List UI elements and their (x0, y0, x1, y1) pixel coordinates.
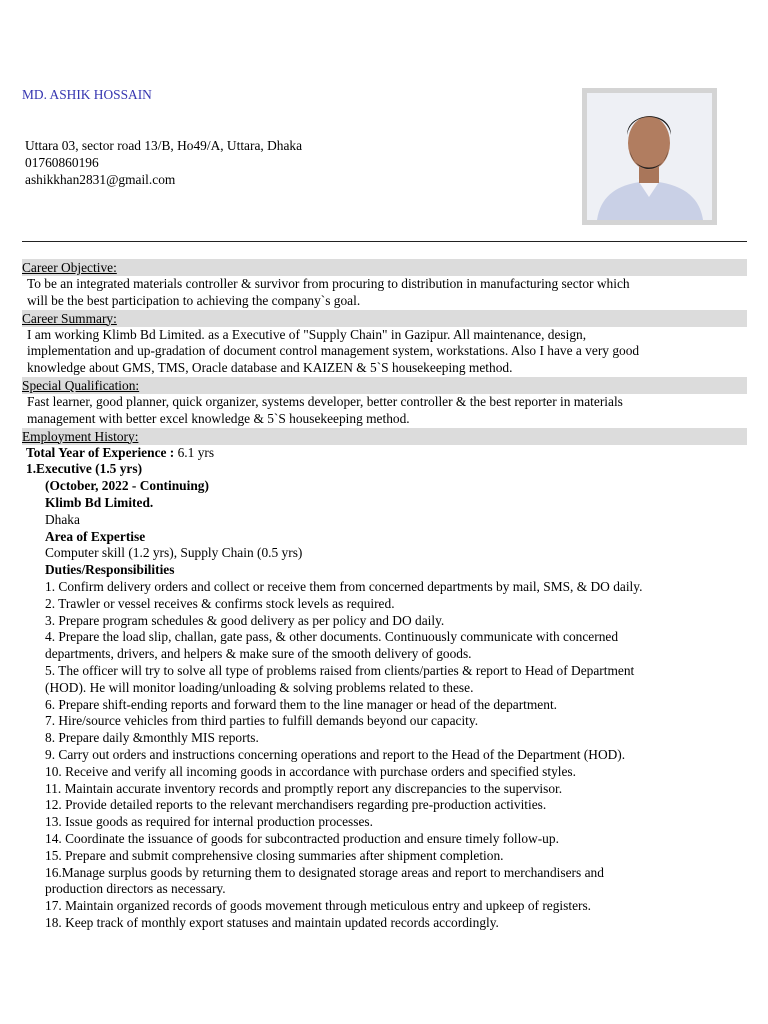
career-objective-heading: Career Objective: (22, 259, 747, 276)
candidate-name: MD. ASHIK HOSSAIN (22, 87, 152, 102)
career-objective-text (22, 276, 747, 310)
job-title: 1.Executive (1.5 yrs) (26, 461, 143, 477)
employment-details (22, 445, 747, 932)
duty-line: 12. Provide detailed reports to the relevant merchandisers regarding pre-production activities. (45, 797, 547, 813)
text-line: knowledge about GMS, TMS, Oracle database and KAIZEN & 5`S housekeeping method. (27, 360, 513, 376)
header-divider (22, 241, 747, 242)
duties-heading: Duties/Responsibilities (45, 562, 175, 578)
portrait-illustration (587, 93, 712, 220)
expertise-value: Computer skill (1.2 yrs), Supply Chain (0.5 yrs) (45, 545, 303, 561)
duty-line: 3. Prepare program schedules & good delivery as per policy and DO daily. (45, 612, 445, 628)
duty-line: production directors as necessary. (45, 881, 226, 897)
duty-line: 6. Prepare shift-ending reports and forward them to the line manager or head of the department. (45, 696, 558, 712)
career-summary-text (22, 327, 747, 377)
profile-photo-frame (582, 88, 717, 225)
duty-line: 11. Maintain accurate inventory records and promptly report any discrepancies to the supervisor. (45, 780, 563, 796)
total-experience-label: Total Year of Experience : (26, 444, 175, 460)
duty-line: 17. Maintain organized records of goods movement through meticulous entry and upkeep of registers. (45, 898, 592, 914)
text-line: I am working Klimb Bd Limited. as a Executive of "Supply Chain" in Gazipur. All maintenance, design, (27, 326, 587, 342)
special-qualification-text (22, 394, 747, 428)
text-line: To be an integrated materials controller & survivor from procuring to distribution in manufacturing sector which (27, 276, 630, 291)
duties-list (26, 579, 747, 932)
resume-body (22, 259, 747, 932)
job-location: Dhaka (45, 511, 80, 527)
duty-line: 14. Coordinate the issuance of goods for subcontracted production and ensure timely follow-up. (45, 830, 559, 846)
duty-line: 4. Prepare the load slip, challan, gate pass, & other documents. Continuously communicate with concerned (45, 629, 619, 645)
email: ashikkhan2831@gmail.com (25, 172, 176, 187)
phone: 01760860196 (25, 155, 99, 170)
duty-line: 18. Keep track of monthly export statuses and maintain updated records accordingly. (45, 914, 499, 930)
duty-line: 10. Receive and verify all incoming goods in accordance with purchase orders and specified styles. (45, 763, 576, 779)
profile-photo (587, 93, 712, 220)
address: Uttara 03, sector road 13/B, Ho49/A, Uttara, Dhaka (25, 138, 303, 153)
job-period: (October, 2022 - Continuing) (45, 478, 209, 494)
text-line: management with better excel knowledge & 5`S housekeeping method. (27, 410, 410, 426)
duty-line: 5. The officer will try to solve all type of problems raised from clients/parties & report to Head of Department (45, 662, 635, 678)
contact-block (25, 138, 302, 189)
duty-line: 8. Prepare daily &monthly MIS reports. (45, 730, 259, 746)
duty-line: 15. Prepare and submit comprehensive closing summaries after shipment completion. (45, 847, 504, 863)
total-experience-value: 6.1 yrs (174, 444, 215, 460)
expertise-heading: Area of Expertise (45, 528, 146, 544)
text-line: will be the best participation to achieving the company`s goal. (27, 292, 361, 308)
career-summary-heading: Career Summary: (22, 310, 747, 327)
text-line: Fast learner, good planner, quick organizer, systems developer, better controller & the best reporter in materials (27, 393, 623, 409)
duty-line: 2. Trawler or vessel receives & confirms stock levels as required. (45, 595, 395, 611)
duty-line: 7. Hire/source vehicles from third parties to fulfill demands beyond our capacity. (45, 713, 479, 729)
text-line: implementation and up-gradation of document control management system, workstations. Also I have a very good (27, 343, 640, 359)
duty-line: departments, drivers, and helpers & make sure of the smooth delivery of goods. (45, 646, 472, 662)
duty-line: 13. Issue goods as required for internal production processes. (45, 814, 373, 830)
employment-history-heading: Employment History: (22, 428, 747, 445)
special-qualification-heading: Special Qualification: (22, 377, 747, 394)
company-name: Klimb Bd Limited. (45, 494, 154, 510)
duty-line: 1. Confirm delivery orders and collect or receive them from concerned departments by mail, SMS, & DO daily. (45, 578, 643, 594)
duty-line: (HOD). He will monitor loading/unloading & solving problems related to these. (45, 679, 474, 695)
total-experience (26, 445, 747, 462)
duty-line: 9. Carry out orders and instructions concerning operations and report to the Head of the Department (HOD). (45, 746, 626, 762)
duty-line: 16.Manage surplus goods by returning them to designated storage areas and report to merchandisers and (45, 864, 604, 880)
